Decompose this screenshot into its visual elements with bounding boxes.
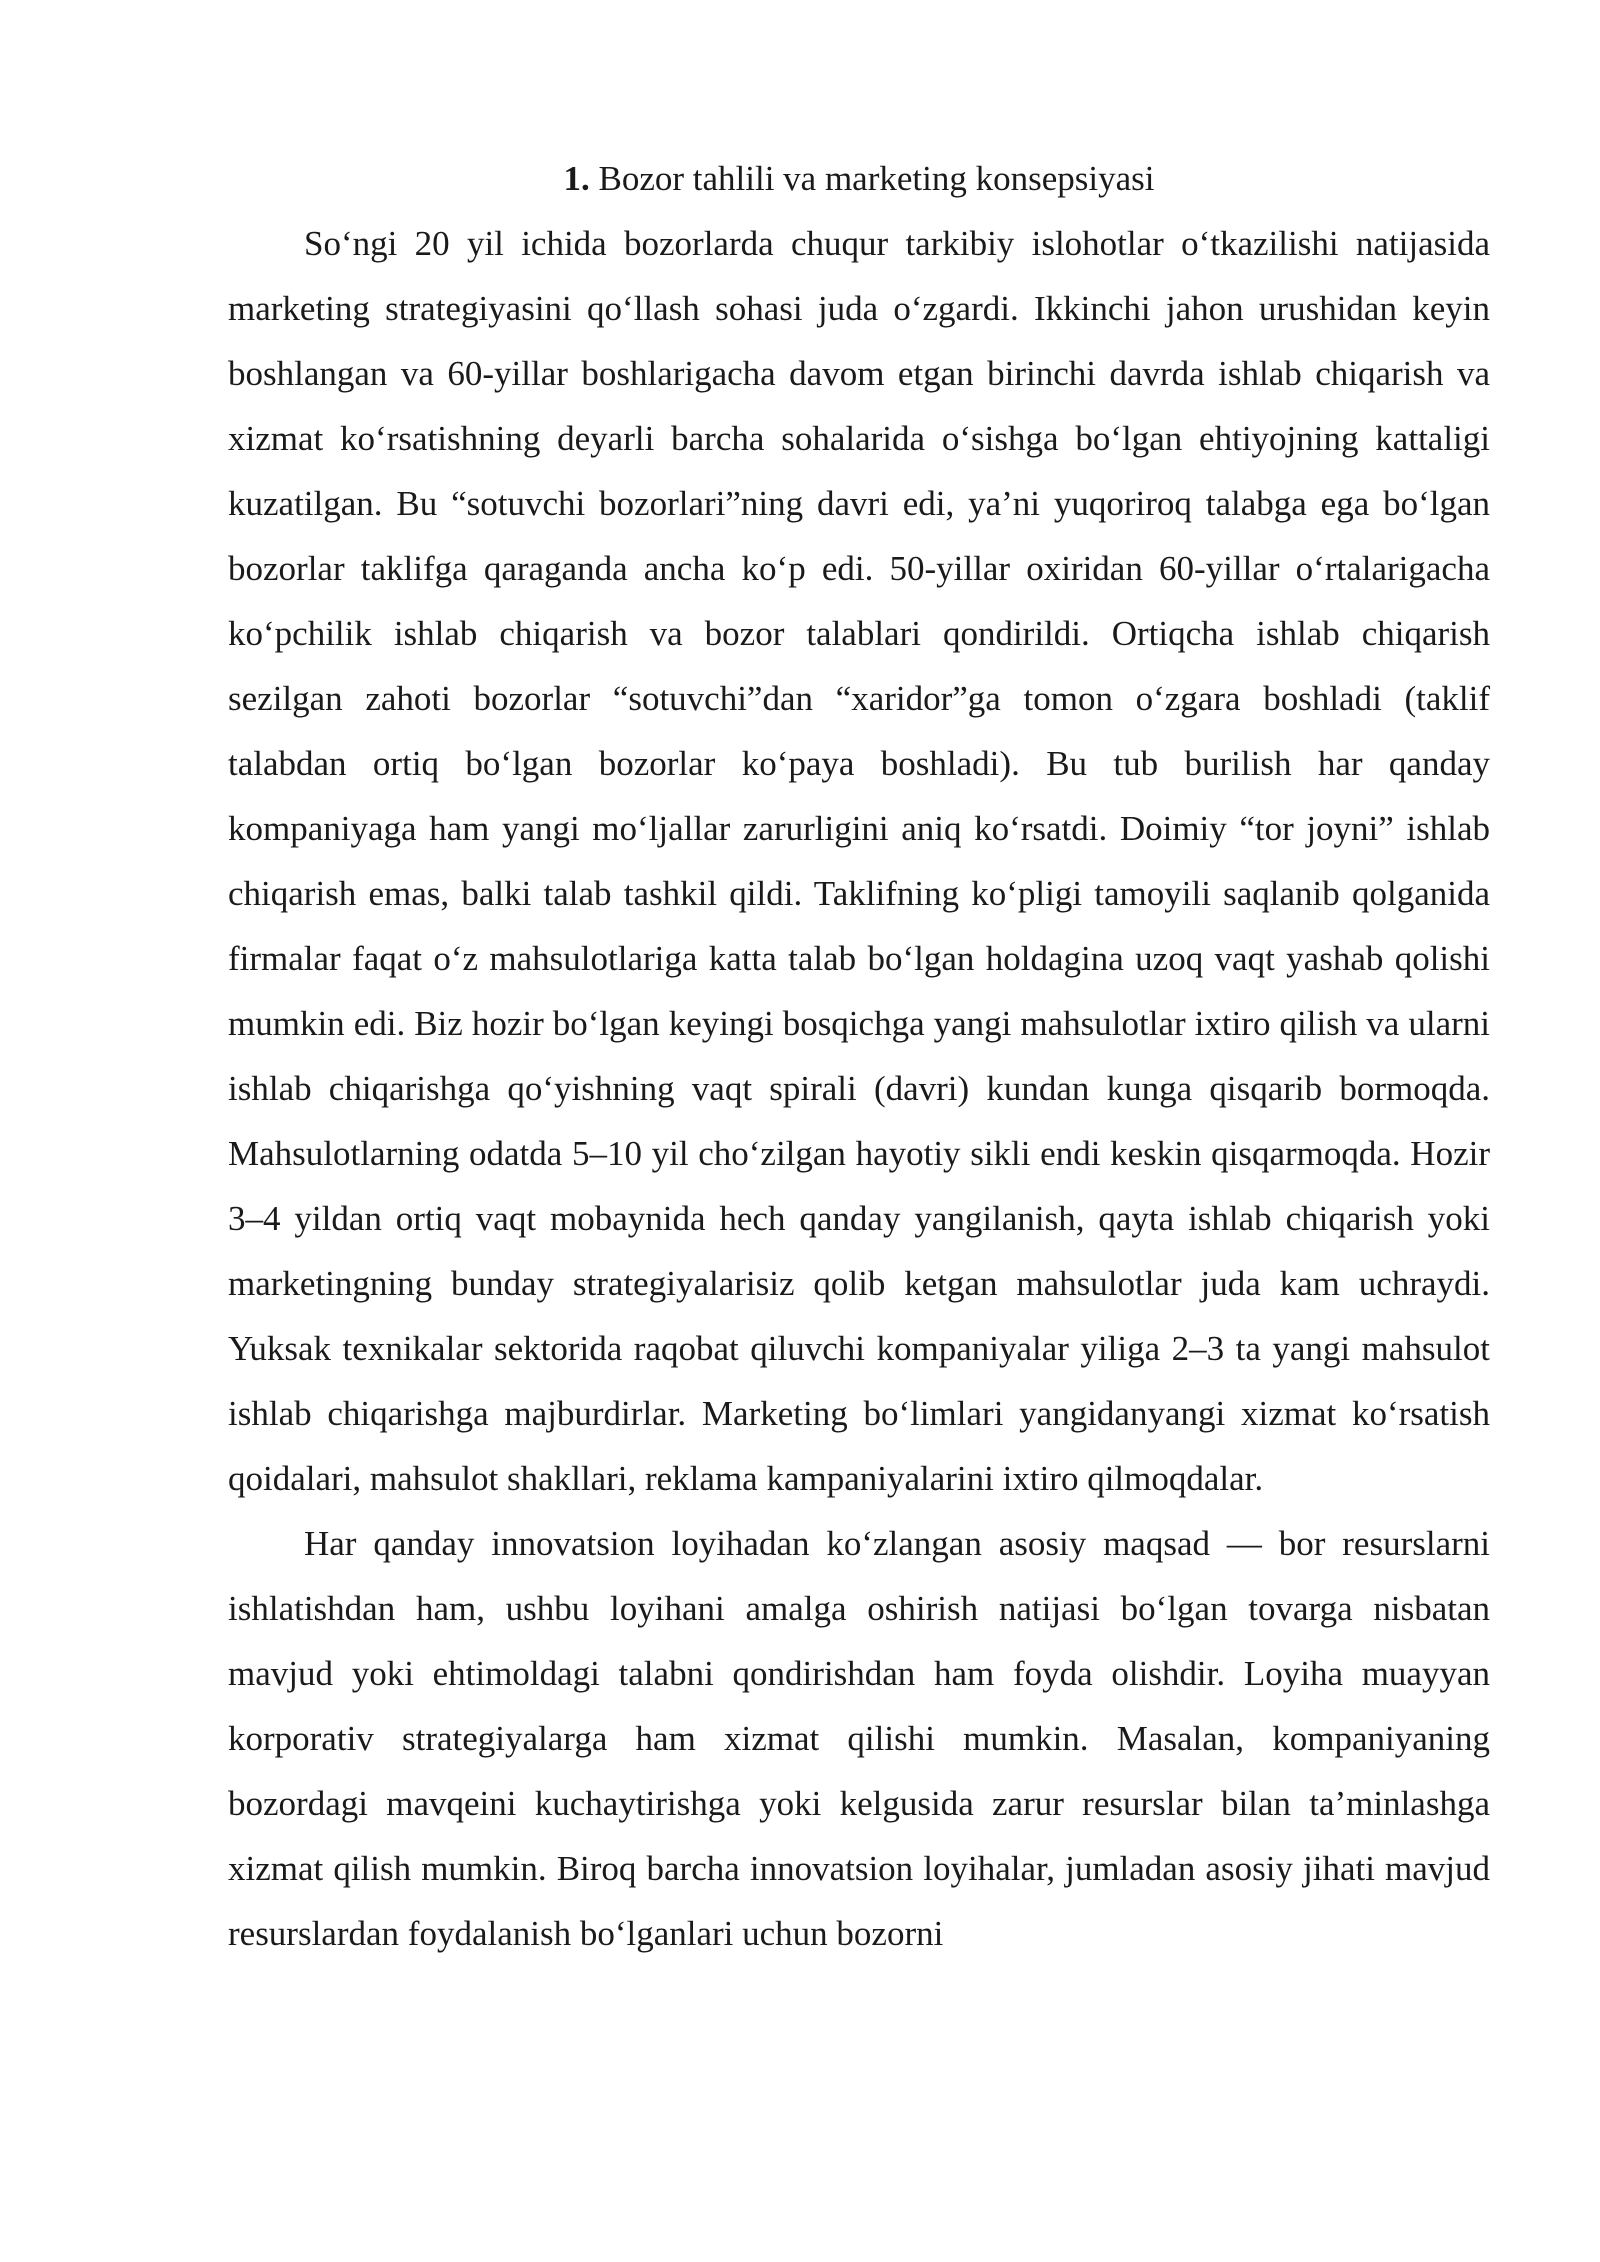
section-heading (228, 146, 1490, 211)
document-page (228, 146, 1490, 1966)
paragraph-1: So‘ngi 20 yil ichida bozorlarda chuqur tarkibiy islohotlar o‘tkazilishi natijasida marketing strategiyasini qo‘llash sohasi juda o‘zgardi. Ikkinchi jahon urushidan keyin boshlangan va 60-yillar boshlarigacha davom etgan birinchi davrda ishlab chiqarish va xizmat ko‘rsatishning deyarli barcha sohalarida o‘sishga bo‘lgan ehtiyojning kattaligi kuzatilgan. Bu “sotuvchi bozorlari”ning davri edi, ya’ni yuqoriroq talabga ega bo‘lgan bozorlar taklifga qaraganda ancha ko‘p edi. 50-yillar oxiridan 60-yillar o‘rtalarigacha ko‘pchilik ishlab chiqarish va bozor talablari qondirildi. Ortiqcha ishlab chiqarish sezilgan zahoti bozorlar “sotuvchi”dan “xaridor”ga tomon o‘zgara boshladi (taklif talabdan ortiq bo‘lgan bozorlar ko‘paya boshladi). Bu tub burilish har qanday kompaniyaga ham yangi mo‘ljallar zarurligini aniq ko‘rsatdi. Doimiy “tor joyni” ishlab chiqarish emas, balki talab tashkil qildi. Taklifning ko‘pligi tamoyili saqlanib qolganida firmalar faqat o‘z mahsulotlariga katta talab bo‘lgan holdagina uzoq vaqt yashab qolishi mumkin edi. Biz hozir bo‘lgan keyingi bosqichga yangi mahsulotlar ixtiro qilish va ularni ishlab chiqarishga qo‘yishning vaqt spirali (davri) kundan kunga qisqarib bormoqda. Mahsulotlarning odatda 5–10 yil cho‘zilgan hayotiy sikli endi keskin qisqarmoqda. Hozir 3–4 yildan ortiq vaqt mobaynida hech qanday yangilanish, qayta ishlab chiqarish yoki marketingning bunday strategiyalarisiz qolib ketgan mahsulotlar juda kam uchraydi. Yuksak texnikalar sektorida raqobat qiluvchi kompaniyalar yiliga 2–3 ta yangi mahsulot ishlab chiqarishga majburdirlar. Marketing bo‘limlari yangidanyangi xizmat ko‘rsatish qoidalari, mahsulot shakllari, reklama kampaniyalarini ixtiro qilmoqdalar. (228, 224, 1490, 1498)
paragraph-2: Har qanday innovatsion loyihadan ko‘zlangan asosiy maqsad — bor resurslarni ishlatishdan ham, ushbu loyihani amalga oshirish natijasi bo‘lgan tovarga nisbatan mavjud yoki ehtimoldagi talabni qondirishdan ham foyda olishdir. Loyiha muayyan korporativ strategiyalarga ham xizmat qilishi mumkin. Masalan, kompaniyaning bozordagi mavqeini kuchaytirishga yoki kelgusida zarur resurslar bilan ta’minlashga xizmat qilish mumkin. Biroq barcha innovatsion loyihalar, jumladan asosiy jihati mavjud resurslardan foydalanish bo‘lganlari uchun bozorni (228, 1524, 1490, 1953)
section-number: 1. (563, 159, 590, 198)
section-title: Bozor tahlili va marketing konsepsiyasi (598, 159, 1155, 198)
